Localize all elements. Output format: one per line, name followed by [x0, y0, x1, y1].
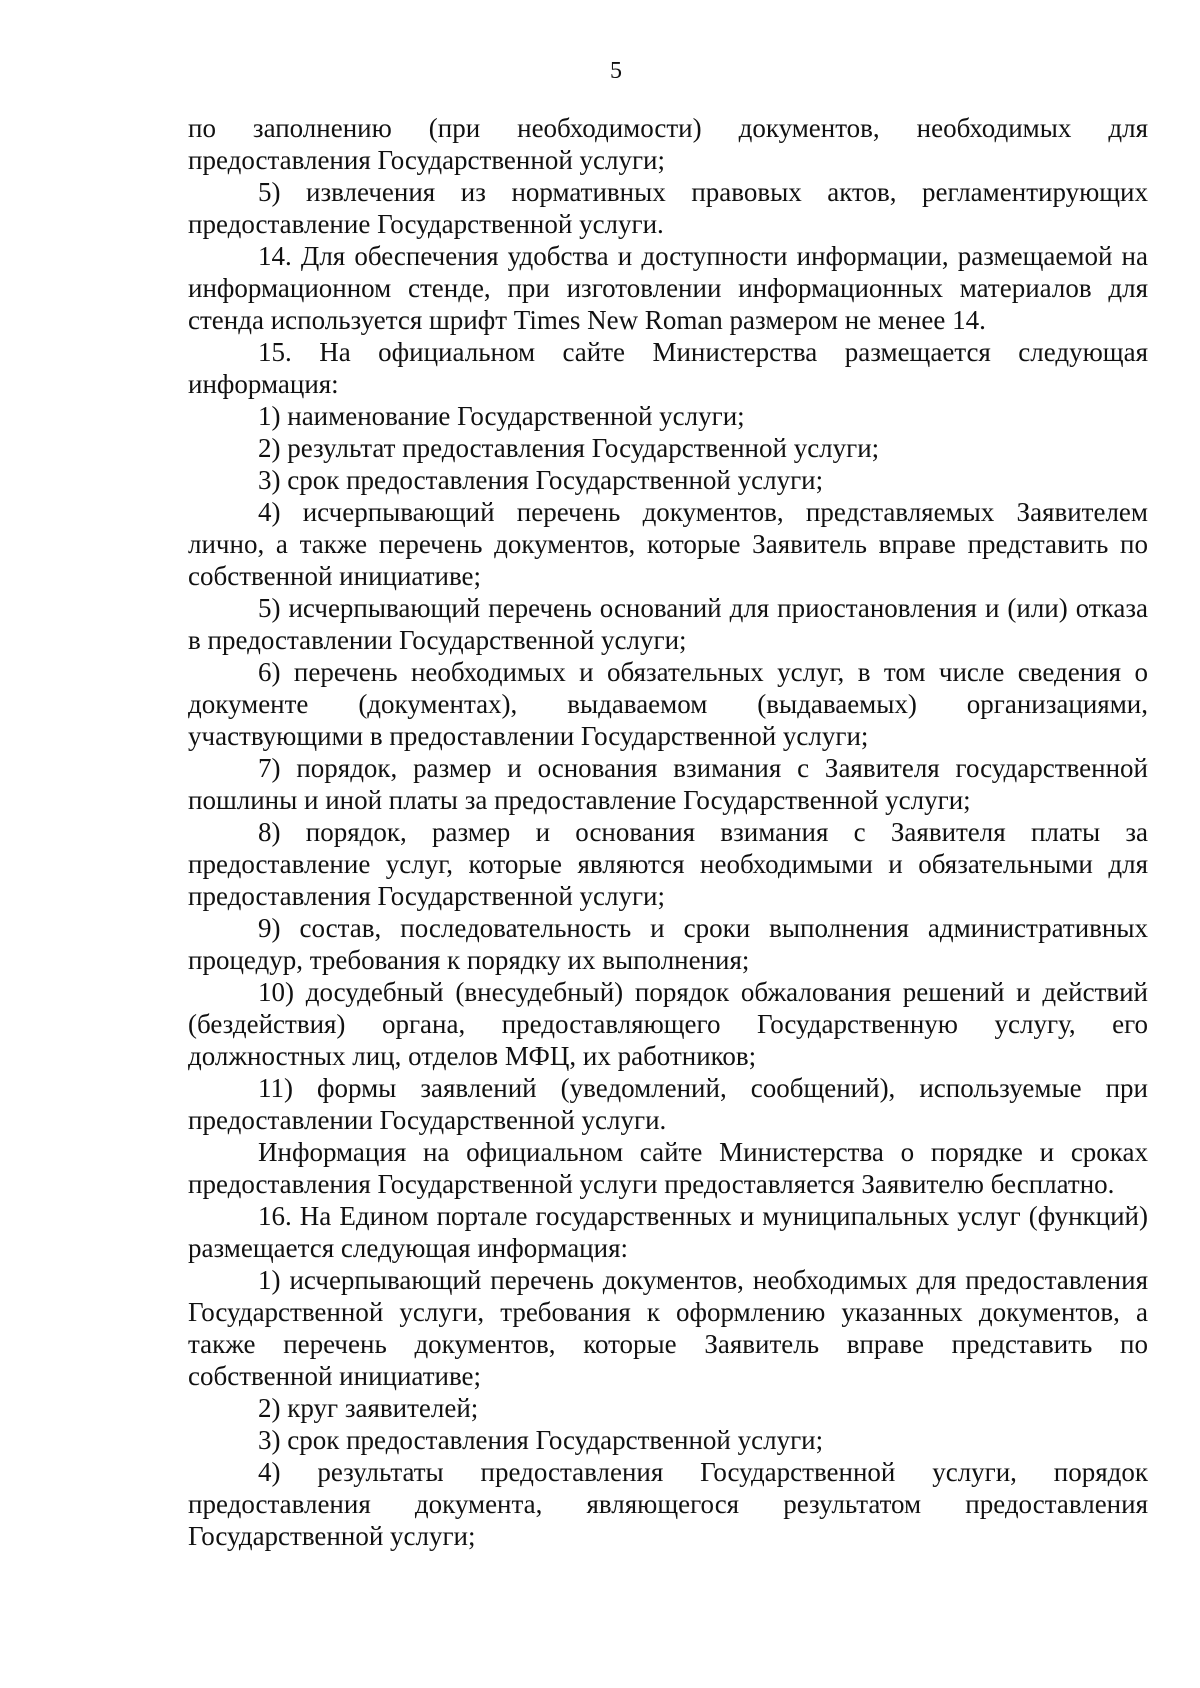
list-item-15-3: 3) срок предоставления Государственной услуги; [258, 465, 824, 495]
list-item-15-8: 8) порядок, размер и основания взимания с Заявителя платы за предоставление услуг, которые являются необходимыми и обязательными для предоставления Государственной услуги; [188, 817, 1148, 911]
paragraph-14: 14. Для обеспечения удобства и доступности информации, размещаемой на информационном стенде, при изготовлении информационных материалов для стенда используется шрифт Times New Roman размером не менее 14. [188, 241, 1148, 335]
list-item-16-1: 1) исчерпывающий перечень документов, необходимых для предоставления Государственной услуги, требования к оформлению указанных документов, а также перечень документов, которые Заявитель вправе представить по собственной инициативе; [188, 1265, 1148, 1391]
list-item-15-4: 4) исчерпывающий перечень документов, представляемых Заявителем лично, а также перечень документов, которые Заявитель вправе представить по собственной инициативе; [188, 497, 1148, 591]
list-item-15-2: 2) результат предоставления Государственной услуги; [258, 433, 880, 463]
list-item-15-1: 1) наименование Государственной услуги; [258, 401, 745, 431]
document-body [188, 112, 1148, 1552]
list-item-16-2: 2) круг заявителей; [258, 1393, 479, 1423]
list-item-15-7: 7) порядок, размер и основания взимания с Заявителя государственной пошлины и иной платы за предоставление Государственной услуги; [188, 753, 1148, 815]
list-item-15-6: 6) перечень необходимых и обязательных услуг, в том числе сведения о документе (документах), выдаваемом (выдаваемых) организациями, участвующими в предоставлении Государственной услуги; [188, 657, 1148, 751]
page-number: 5 [610, 58, 622, 84]
list-item-15-10: 10) досудебный (внесудебный) порядок обжалования решений и действий (бездействия) органа, предоставляющего Государственную услугу, его должностных лиц, отделов МФЦ, их работников; [188, 977, 1148, 1071]
list-item-15-5: 5) исчерпывающий перечень оснований для приостановления и (или) отказа в предоставлении Государственной услуги; [188, 593, 1148, 655]
paragraph-continuation: по заполнению (при необходимости) документов, необходимых для предоставления Государственной услуги; [188, 113, 1148, 175]
paragraph-free-info: Информация на официальном сайте Министерства о порядке и сроках предоставления Государственной услуги предоставляется Заявителю бесплатно. [188, 1137, 1148, 1199]
list-item-16-4: 4) результаты предоставления Государственной услуги, порядок предоставления документа, являющегося результатом предоставления Государственной услуги; [188, 1457, 1148, 1551]
paragraph-16: 16. На Едином портале государственных и муниципальных услуг (функций) размещается следующая информация: [188, 1201, 1148, 1263]
list-item-15-11: 11) формы заявлений (уведомлений, сообщений), используемые при предоставлении Государственной услуги. [188, 1073, 1148, 1135]
paragraph-15: 15. На официальном сайте Министерства размещается следующая информация: [188, 337, 1148, 399]
list-item-16-3: 3) срок предоставления Государственной услуги; [258, 1425, 824, 1455]
list-item-15-9: 9) состав, последовательность и сроки выполнения административных процедур, требования к порядку их выполнения; [188, 913, 1148, 975]
paragraph-item-5-extracts: 5) извлечения из нормативных правовых актов, регламентирующих предоставление Государственной услуги. [188, 177, 1148, 239]
